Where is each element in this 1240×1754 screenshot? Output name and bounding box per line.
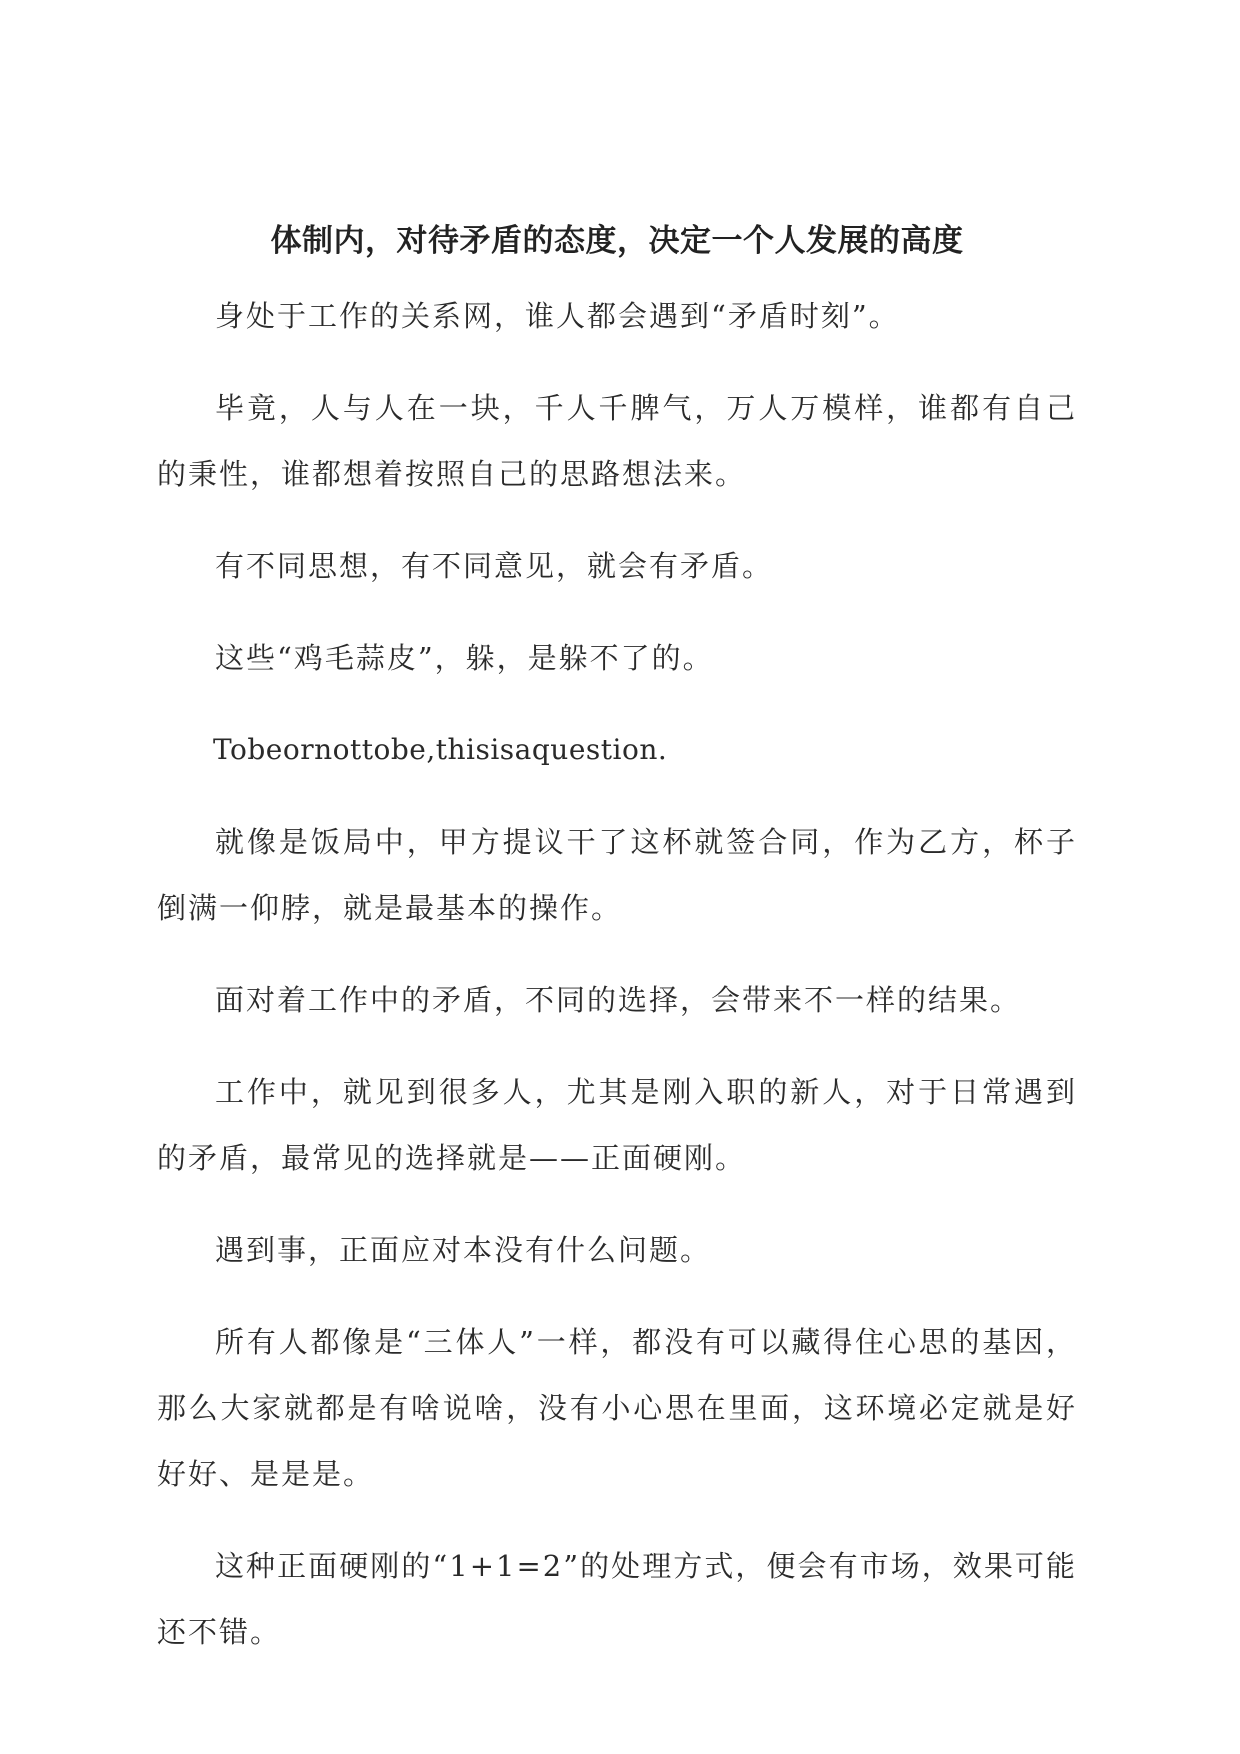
paragraph-3: 有不同思想，有不同意见，就会有矛盾。 — [215, 549, 774, 583]
paragraph-5: Tobeornottobe,thisisaquestion. — [213, 733, 668, 766]
paragraph-2: 毕竟，人与人在一块，千人千脾气，万人万模样，谁都有自己的秉性，谁都想着按照自己的思路想法来。 — [157, 391, 1077, 491]
paragraph-8: 工作中，就见到很多人，尤其是刚入职的新人，对于日常遇到的矛盾，最常见的选择就是——正面硬刚。 — [157, 1075, 1077, 1175]
paragraph-9: 遇到事，正面应对本没有什么问题。 — [215, 1233, 712, 1267]
paragraph-4: 这些“鸡毛蒜皮”，躲，是躲不了的。 — [215, 641, 714, 675]
paragraph-10: 所有人都像是“三体人”一样，都没有可以藏得住心思的基因，那么大家就都是有啥说啥，没有小心思在里面，这环境必定就是好好好、是是是。 — [157, 1325, 1077, 1491]
article-body — [157, 221, 1077, 1691]
paragraph-6: 就像是饭局中，甲方提议干了这杯就签合同，作为乙方，杯子倒满一仰脖，就是最基本的操作。 — [157, 825, 1077, 925]
paragraph-1: 身处于工作的关系网，谁人都会遇到“矛盾时刻”。 — [215, 299, 900, 333]
paragraph-11: 这种正面硬刚的“1+1=2”的处理方式，便会有市场，效果可能还不错。 — [157, 1549, 1077, 1649]
paragraph-7: 面对着工作中的矛盾，不同的选择，会带来不一样的结果。 — [215, 983, 1022, 1017]
article-title: 体制内，对待矛盾的态度，决定一个人发展的高度 — [270, 223, 964, 259]
